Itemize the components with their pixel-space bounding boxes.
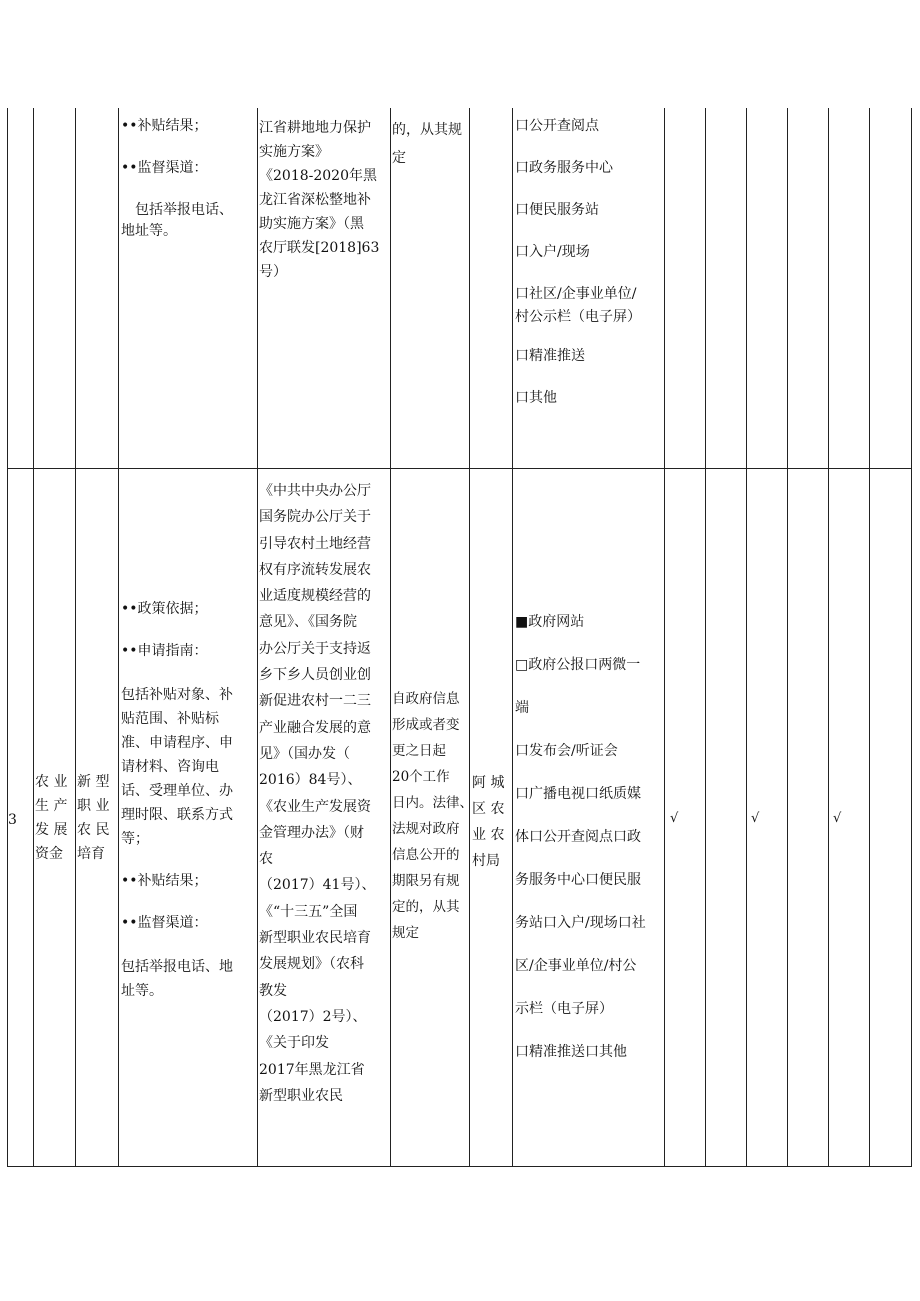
- period-line: 定的，从其: [392, 899, 460, 915]
- period-cell: [392, 686, 473, 946]
- content-line: ••申请指南：: [121, 643, 208, 659]
- item-line: 职 业: [77, 798, 110, 814]
- top-channel-line: 口社区/企事业单位/: [515, 286, 637, 302]
- basis-line: 《“十三五”全国: [259, 903, 358, 920]
- content-line: ••政策依据；: [121, 601, 208, 617]
- content-line: 等；: [121, 831, 149, 847]
- basis-line: 权有序流转发展农: [259, 561, 371, 578]
- top-basis-line: 助实施方案》（黑: [259, 216, 364, 232]
- channel-line: □政府公报口两微一: [515, 657, 641, 673]
- agency-line: 区 农: [472, 801, 505, 817]
- basis-line: 业适度规模经营的: [259, 588, 371, 605]
- content-line: 准、申请程序、申: [121, 735, 233, 751]
- period-line: 20个工作: [392, 769, 450, 785]
- top-period-line: 定: [392, 150, 406, 166]
- top-content-line: ••补贴结果；: [121, 118, 208, 134]
- item-cell: [77, 770, 109, 866]
- top-content-line: 地址等。: [121, 223, 177, 239]
- top-content-line: 包括举报电话、: [135, 202, 233, 218]
- basis-line: （2017）41号）、: [259, 877, 376, 894]
- basis-cell: [259, 478, 375, 1109]
- top-channel-line: 口精准推送: [515, 348, 585, 364]
- channel-line: 口发布会/听证会: [515, 743, 618, 759]
- item-line: 培育: [77, 846, 105, 862]
- agency-line: 阿 城: [472, 775, 505, 791]
- basis-line: 教发: [259, 982, 287, 999]
- content-line: 理时限、联系方式: [121, 807, 233, 823]
- period-line: 信息公开的: [392, 847, 460, 863]
- category-line: 资金: [35, 846, 63, 862]
- basis-line: 新型职业农民培育: [259, 930, 371, 947]
- basis-line: 产业融合发展的意: [259, 719, 371, 736]
- period-line: 规定: [392, 925, 419, 941]
- item-line: 农 民: [77, 822, 110, 838]
- top-channel-line: 口便民服务站: [515, 202, 599, 218]
- top-basis-line: 龙江省深松整地补: [259, 192, 371, 208]
- basis-line: 办公厅关于支持返: [259, 640, 371, 657]
- top-channel-line: 口公开查阅点: [515, 118, 599, 134]
- category-line: 农 业: [35, 774, 68, 790]
- top-basis-line: 江省耕地地力保护: [259, 120, 371, 136]
- period-line: 形成或者变: [392, 717, 460, 733]
- basis-line: 引导农村土地经营: [259, 535, 371, 552]
- top-channel-cell: [515, 116, 641, 408]
- check-mark: √: [833, 811, 842, 826]
- channel-cell: [515, 611, 646, 1064]
- channel-line: 区/企事业单位/村公: [515, 958, 637, 974]
- row-number: 3: [8, 812, 17, 828]
- top-basis-line: 《2018-2020年黑: [259, 168, 377, 184]
- top-channel-line: 口政务服务中心: [515, 160, 613, 176]
- basis-line: 金管理办法》（财: [259, 824, 364, 841]
- content-line: 包括举报电话、地: [121, 959, 233, 975]
- channel-line: 务站口入户/现场口社: [515, 915, 646, 931]
- content-line: 包括补贴对象、补: [121, 687, 233, 703]
- top-content-cell: [121, 116, 233, 242]
- agency-cell: [472, 770, 504, 874]
- category-cell: [35, 770, 67, 866]
- top-basis-cell: [259, 116, 379, 284]
- top-channel-line: 口入户/现场: [515, 244, 590, 260]
- channel-line: 口精准推送口其他: [515, 1044, 627, 1060]
- agency-line: 村局: [472, 853, 500, 869]
- period-line: 日内。法律、: [392, 795, 473, 811]
- period-line: 法规对政府: [392, 821, 460, 837]
- basis-line: 乡下乡人员创业创: [259, 667, 371, 684]
- basis-line: （2017）2号）、: [259, 1008, 367, 1025]
- check-mark: √: [670, 811, 679, 826]
- channel-line: 口广播电视口纸质媒: [515, 786, 641, 802]
- period-line: 期限另有规: [392, 873, 460, 889]
- category-line: 生 产: [35, 798, 68, 814]
- content-line: 址等。: [121, 983, 163, 999]
- agency-line: 业 农: [472, 827, 505, 843]
- basis-line: 新型职业农民: [259, 1087, 343, 1104]
- top-content-line: ••监督渠道：: [121, 160, 208, 176]
- top-basis-line: 号）: [259, 264, 287, 280]
- item-line: 新 型: [77, 774, 110, 790]
- basis-line: 2016）84号）、: [259, 772, 362, 789]
- basis-line: 《中共中央办公厅: [259, 483, 371, 499]
- top-channel-line: 村公示栏（电子屏）: [515, 309, 641, 325]
- basis-line: 意见》、《国务院: [259, 614, 357, 631]
- top-period-line: 的，从其规: [392, 122, 462, 138]
- content-line: ••补贴结果；: [121, 873, 208, 889]
- content-line: ••监督渠道：: [121, 915, 208, 931]
- basis-line: 农: [259, 851, 273, 868]
- channel-line: ■政府网站: [515, 614, 585, 630]
- channel-line: 端: [515, 700, 529, 716]
- top-basis-line: 农厅联发[2018]63: [259, 240, 380, 256]
- top-basis-line: 实施方案》: [259, 144, 329, 160]
- channel-line: 示栏（电子屏）: [515, 1001, 613, 1017]
- check-mark: √: [751, 811, 760, 826]
- basis-line: 国务院办公厅关于: [259, 509, 371, 526]
- content-line: 贴范围、补贴标: [121, 711, 219, 727]
- content-line: 请材料、咨询电: [121, 759, 219, 775]
- top-channel-line: 口其他: [515, 390, 557, 406]
- channel-line: 务服务中心口便民服: [515, 872, 641, 888]
- period-line: 更之日起: [392, 743, 446, 759]
- content-line: 话、受理单位、办: [121, 783, 233, 799]
- basis-line: 2017年黑龙江省: [259, 1061, 365, 1078]
- basis-line: 《关于印发: [259, 1035, 329, 1052]
- basis-line: 《农业生产发展资: [259, 798, 371, 815]
- category-line: 发 展: [35, 822, 68, 838]
- period-line: 自政府信息: [392, 691, 460, 707]
- basis-line: 见》（国办发（: [259, 745, 350, 762]
- channel-line: 体口公开查阅点口政: [515, 829, 641, 845]
- content-cell: [121, 599, 233, 1003]
- basis-line: 新促进农村一二三: [259, 693, 371, 710]
- basis-line: 发展规划》（农科: [259, 956, 364, 973]
- top-period-cell: [392, 116, 462, 172]
